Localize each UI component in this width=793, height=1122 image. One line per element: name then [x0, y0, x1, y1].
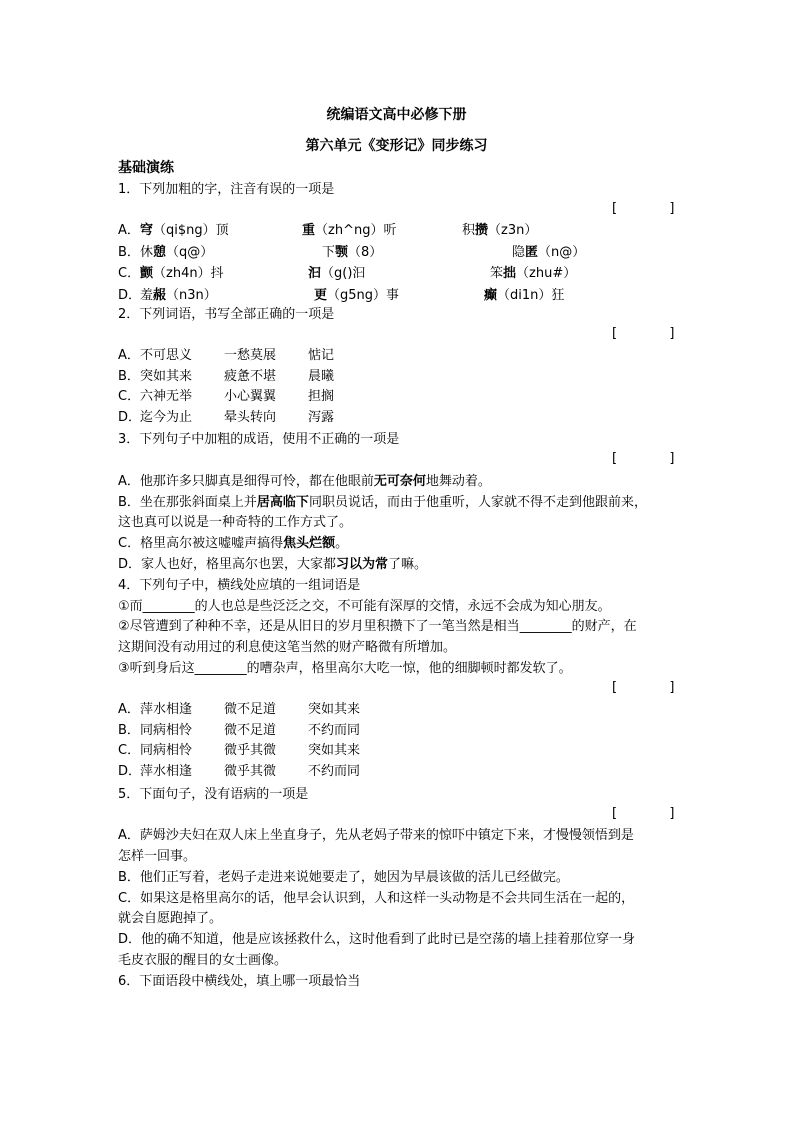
option-item [308, 265, 365, 283]
option-label[interactable]: A． [118, 223, 140, 238]
option-item: 萍水相逢 [140, 702, 193, 717]
option-item [140, 287, 217, 305]
bracket-open: [ [612, 326, 618, 341]
bracket-close: ] [669, 201, 675, 216]
bold-character: 赧 [153, 287, 167, 303]
option-item [462, 222, 537, 240]
option-item: 疲惫不堪 [224, 368, 277, 384]
bold-character: 重 [302, 223, 316, 238]
bold-character: 颤 [140, 266, 154, 281]
option-item [484, 287, 564, 305]
option-item: 泻露 [308, 410, 335, 426]
option-item: 突如其来 [140, 368, 193, 384]
bracket-open: [ [612, 451, 618, 466]
option-item: 迄今为止 [140, 410, 193, 426]
bracket-close: ] [669, 806, 675, 821]
option-label[interactable]: D． [118, 410, 142, 426]
pinyin-annotation: （n3n） [166, 287, 217, 303]
question-3-option-b[interactable] [118, 494, 647, 512]
question-5-option-d[interactable]: D．他的确不知道，他是应该拯救什么，这时他看到了此时已是空荡的墙上挂着那位穿一身 [118, 932, 636, 947]
option-text: 羞 [140, 287, 154, 303]
option-label[interactable]: A． [118, 348, 140, 363]
bold-character: 颚 [335, 244, 349, 260]
option-label[interactable]: C． [118, 389, 141, 405]
question-4-sentence-1: ①而________的人也总是些泛泛之交，不可能有深厚的交情，永远不会成为知心朋友。 [118, 599, 611, 614]
bracket-open: [ [612, 806, 618, 821]
bracket-close: ] [669, 451, 675, 466]
option-item: 突如其来 [308, 743, 361, 759]
option-item: 晨曦 [308, 368, 335, 384]
option-label[interactable]: C． [118, 743, 141, 759]
question-3-option-d[interactable] [118, 556, 427, 574]
option-text: 地舞动着。 [425, 474, 491, 489]
pinyin-annotation: （q@） [166, 244, 214, 260]
option-text: C．格里高尔被这嘘嘘声搞得 [118, 536, 284, 551]
bold-idiom: 居高临下 [256, 495, 309, 510]
option-item: 微不足道 [224, 702, 277, 717]
document-subtitle: 第六单元《变形记》同步练习 [305, 138, 488, 154]
option-item: 微不足道 [224, 722, 277, 738]
question-5-option-a[interactable]: A．萨姆沙夫妇在双人床上坐直身子，先从老妈子带来的惊吓中镇定下来，才慢慢领悟到是 [118, 828, 634, 843]
option-text: 同职员说话，而由于他重听，人家就不得不走到他跟前来， [308, 495, 647, 510]
pinyin-annotation: （qi$ng）顶 [153, 223, 229, 238]
bold-character: 攒 [475, 223, 489, 238]
option-text: 了嘛。 [388, 557, 428, 572]
section-heading: 基础演练 [118, 160, 174, 176]
bold-character: 癫 [484, 287, 498, 303]
option-label[interactable]: C． [118, 266, 141, 281]
option-label[interactable]: B． [118, 722, 140, 738]
question-5-option-c[interactable]: C．如果这是格里高尔的话，他早会认识到，人和这样一头动物是不会共同生活在一起的， [118, 891, 635, 906]
option-item [140, 244, 213, 262]
bold-character: 更 [314, 287, 328, 303]
question-3-option-a[interactable] [118, 473, 491, 491]
option-item: 晕头转向 [224, 410, 277, 426]
option-item [490, 265, 576, 283]
question-4-sentence-3: ③听到身后这________的嘈杂声，格里高尔大吃一惊，他的细脚顿时都发软了。 [118, 661, 572, 676]
pinyin-annotation: （zh4n）抖 [153, 266, 224, 281]
question-5-option-a-cont: 怎样一回事。 [118, 849, 197, 864]
answer-bracket-5[interactable] [612, 806, 674, 821]
option-label[interactable]: B． [118, 244, 140, 260]
question-1-stem: 1．下列加粗的字，注音有误的一项是 [118, 182, 335, 197]
bold-idiom: 无可奈何 [373, 474, 426, 489]
question-5-option-b[interactable]: B．他们正写着，老妈子走进来说她要走了，她因为早晨该做的活儿已经做完。 [118, 870, 569, 885]
answer-bracket-2[interactable] [612, 326, 674, 341]
option-item: 突如其来 [308, 702, 361, 717]
option-text: A．他那许多只脚真是细得可怜，都在他眼前 [118, 474, 374, 489]
pinyin-annotation: （g5ng）事 [327, 287, 400, 303]
answer-bracket-1[interactable] [612, 201, 674, 216]
question-5-stem: 5．下面句子，没有语病的一项是 [118, 787, 309, 802]
option-item: 微乎其微 [224, 764, 277, 780]
question-2-stem: 2．下列词语，书写全部正确的一项是 [118, 307, 335, 322]
bracket-close: ] [669, 680, 675, 695]
option-label[interactable]: B． [118, 368, 140, 384]
option-item: 惦记 [308, 348, 335, 363]
bold-idiom: 焦头烂额 [283, 536, 336, 551]
option-item: 六神无举 [140, 389, 193, 405]
pinyin-annotation: （zh^ng）听 [315, 223, 397, 238]
bracket-open: [ [612, 201, 618, 216]
option-item: 担搁 [308, 389, 335, 405]
option-label[interactable]: D． [118, 287, 142, 303]
option-text: 笨 [490, 266, 504, 281]
option-item: 不约而同 [308, 722, 361, 738]
question-4-stem: 4．下列句子中，横线处应填的一组词语是 [118, 578, 361, 593]
option-label[interactable]: D． [118, 764, 142, 780]
option-item [512, 244, 585, 262]
option-item: 小心翼翼 [224, 389, 277, 405]
bracket-open: [ [612, 680, 618, 695]
option-text: 隐 [512, 244, 526, 260]
option-text: B．坐在那张斜面桌上并 [118, 495, 257, 510]
question-6-stem: 6．下面语段中横线处，填上哪一项最恰当 [118, 974, 361, 989]
option-item: 一愁莫展 [224, 348, 277, 363]
option-item [302, 222, 396, 240]
option-text: 下 [322, 244, 336, 260]
pinyin-annotation: （n@） [538, 244, 586, 260]
option-item [322, 244, 382, 262]
pinyin-annotation: （z3n） [488, 223, 538, 238]
bold-character: 汩 [308, 266, 322, 281]
option-item: 微乎其微 [224, 743, 277, 759]
bold-character: 穹 [140, 223, 154, 238]
bold-idiom: 习以为常 [336, 557, 389, 572]
bold-character: 憩 [153, 244, 167, 260]
option-item [314, 287, 399, 305]
question-3-option-b-cont: 这也真可以说是一种奇特的工作方式了。 [118, 515, 353, 530]
question-5-option-d-cont: 毛皮衣服的醒目的女士画像。 [118, 953, 288, 968]
bold-character: 匿 [525, 244, 539, 260]
option-item: 萍水相逢 [140, 764, 193, 780]
bracket-close: ] [669, 326, 675, 341]
question-3-stem: 3．下列句子中加粗的成语，使用不正确的一项是 [118, 432, 400, 447]
option-item: 同病相怜 [140, 722, 193, 738]
pinyin-annotation: （g()汩 [321, 266, 366, 281]
option-item: 不可思义 [140, 348, 193, 363]
option-label[interactable]: A． [118, 702, 140, 717]
pinyin-annotation: （8） [348, 244, 383, 260]
document-title: 统编语文高中必修下册 [326, 107, 467, 123]
option-text: 休 [140, 244, 154, 260]
answer-bracket-3[interactable] [612, 451, 674, 466]
question-5-option-c-cont: 就会自愿跑掉了。 [118, 911, 223, 926]
option-item [140, 265, 224, 283]
option-text: 。 [335, 536, 349, 551]
answer-bracket-4[interactable] [612, 680, 674, 695]
question-4-sentence-2: ②尽管遭到了种种不幸，还是从旧日的岁月里积攒下了一笔当然是相当________的财产，在 [118, 619, 637, 634]
option-item: 同病相怜 [140, 743, 193, 759]
bold-character: 拙 [503, 266, 517, 281]
option-text: 积 [462, 223, 476, 238]
question-3-option-c[interactable] [118, 535, 348, 553]
option-text: D．家人也好，格里高尔也罢，大家都 [118, 557, 337, 572]
option-item [140, 222, 229, 240]
pinyin-annotation: （zhu#） [516, 266, 577, 281]
pinyin-annotation: （di1n）狂 [497, 287, 565, 303]
question-4-sentence-2-cont: 这期间没有动用过的利息使这笔当然的财产略微有所增加。 [118, 640, 457, 655]
option-item: 不约而同 [308, 764, 361, 780]
